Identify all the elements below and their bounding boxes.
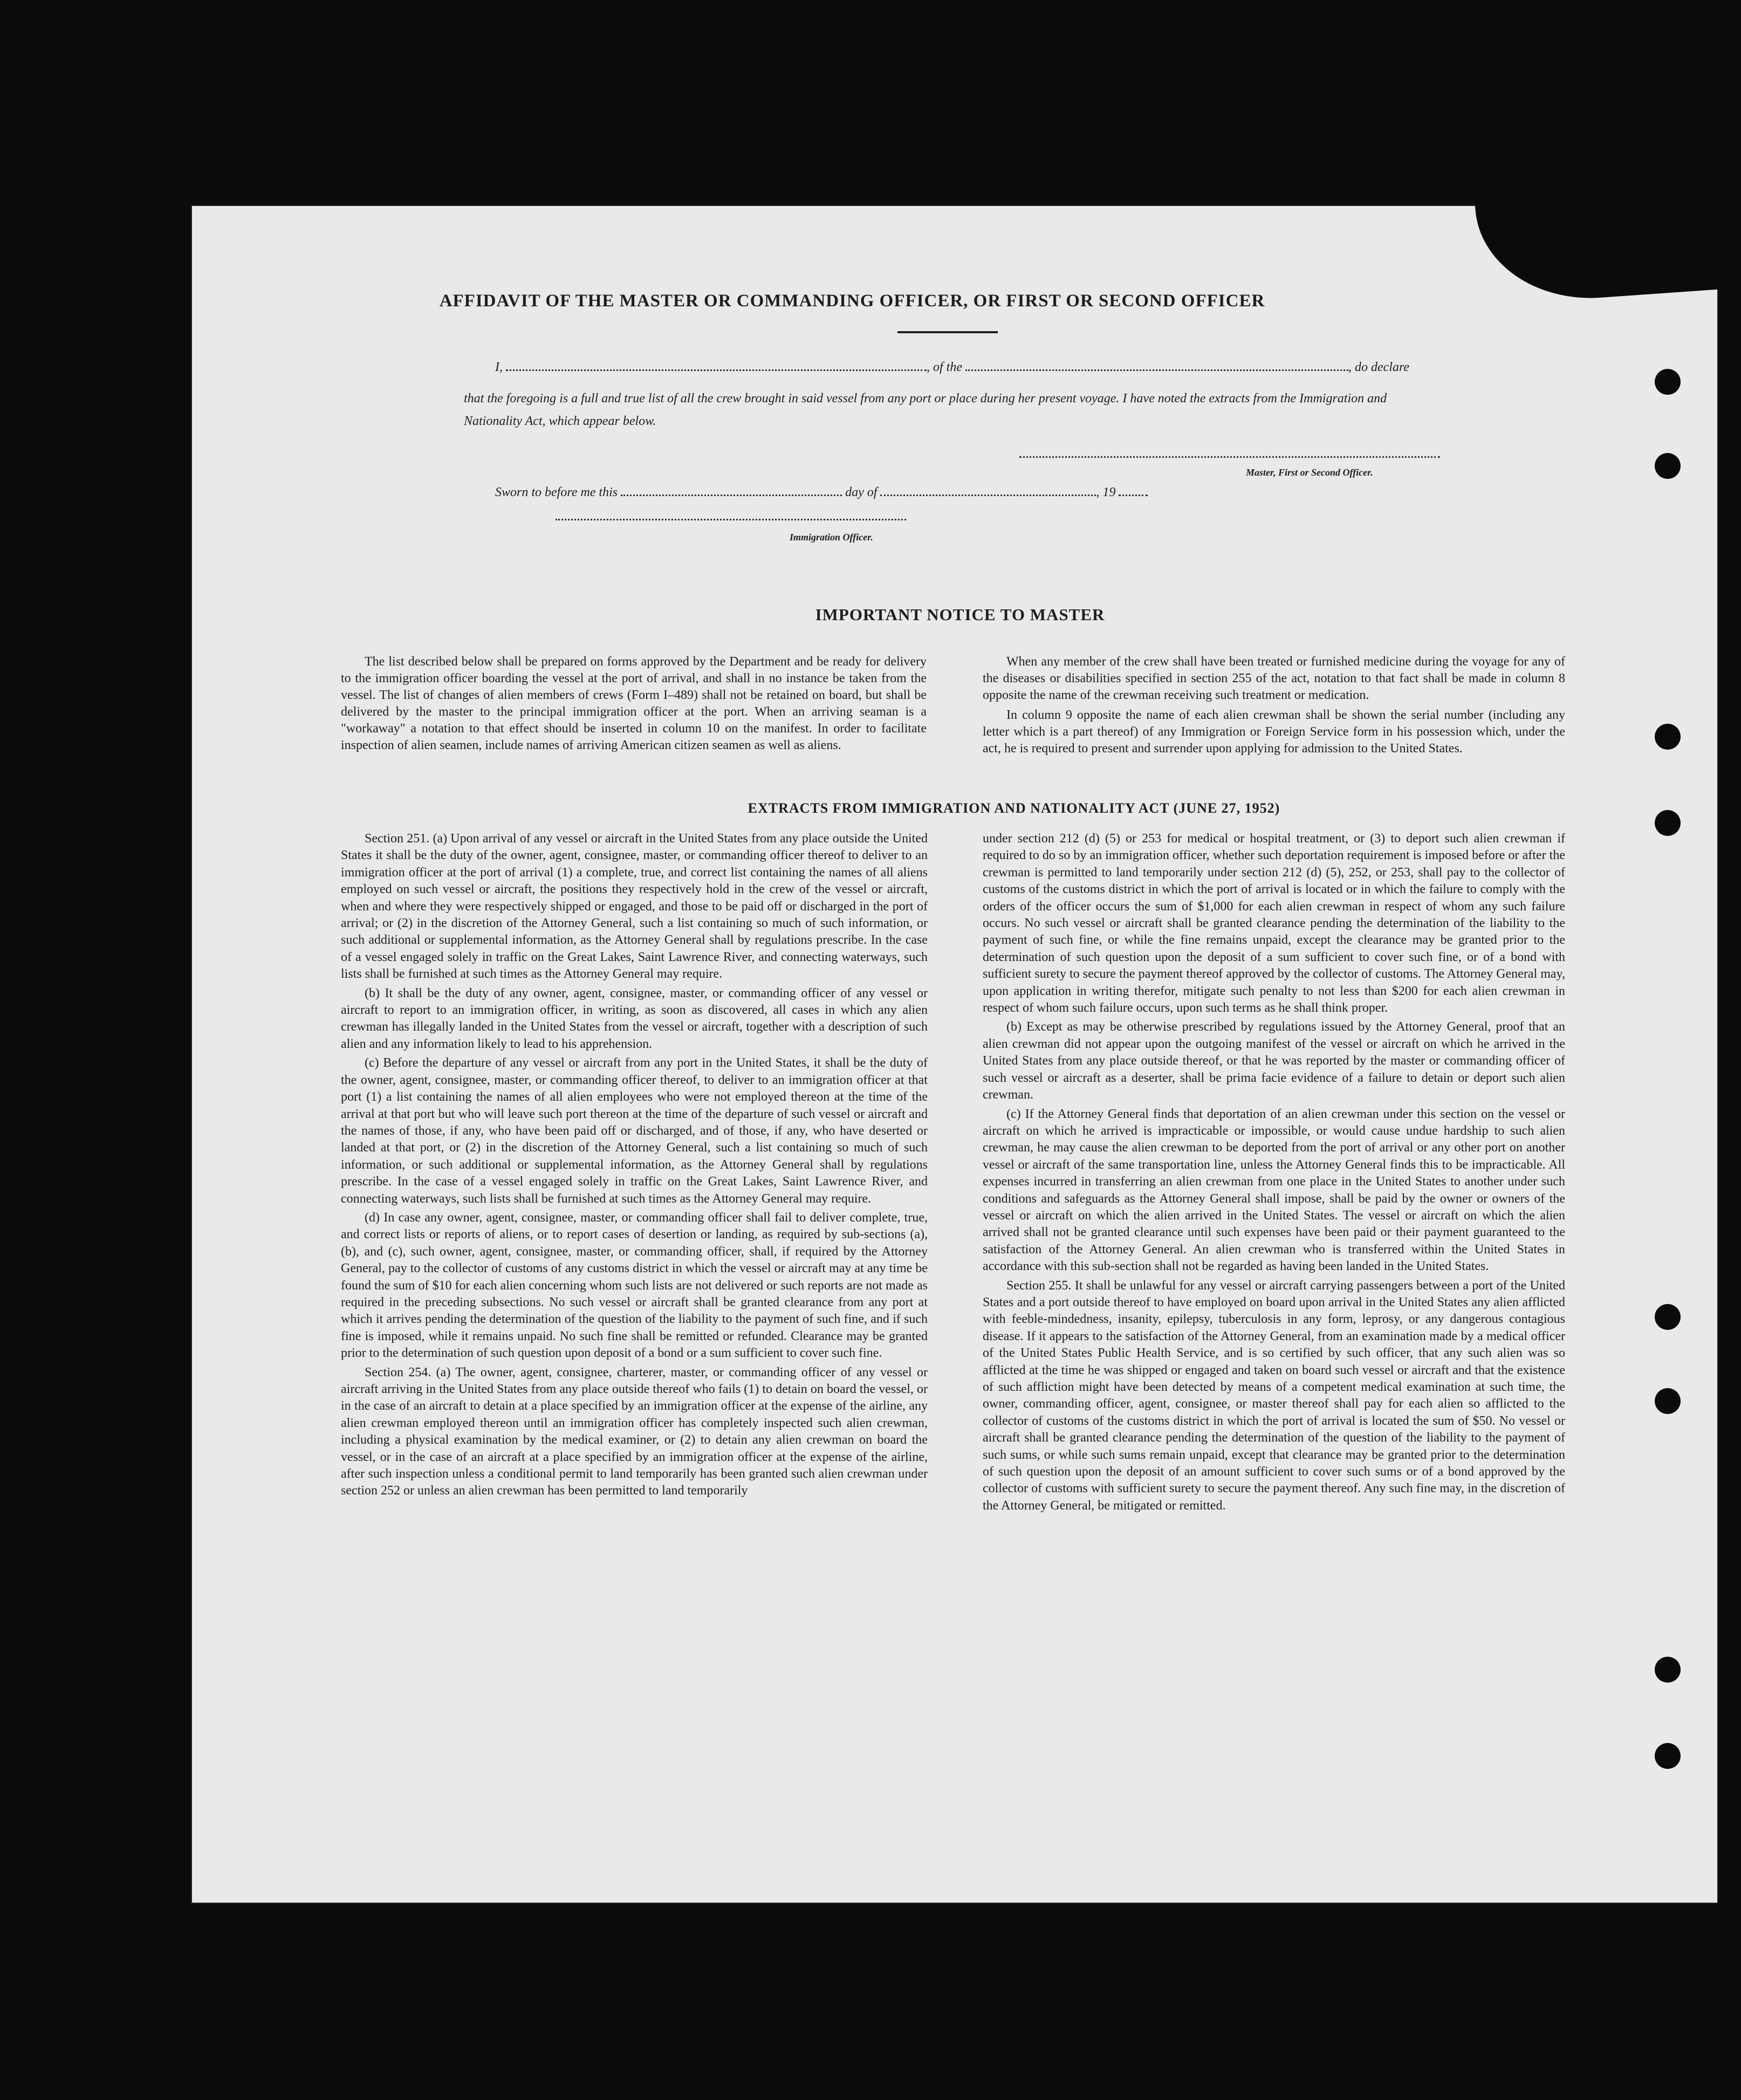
name-field[interactable] bbox=[506, 369, 927, 371]
section-254-a-cont: under section 212 (d) (5) or 253 for medical or hospital treatment, or (3) to deport such alien crewman if required to do so by an immigration officer, whether such deportation requirement is imposed before or after the crewman is permitted to land temporarily under section 212 (d) (5), 252, or 253, shall pay to the collector of customs of the customs district in which the port of arrival is located or in which the failure to comply with the orders of the officer occurs the sum of $1,000 for each alien crewman in respect of whom any such failure occurs. No such vessel or aircraft shall be granted clearance pending the determination of the liability to the payment of such fine, or while the fine remains unpaid, except the clearance may be granted prior to the determination of such question upon the deposit of a sum sufficient to cover such fine, or of a bond with sufficient surety to secure the payment thereof approved by the collector of customs. The Attorney General may, upon application in writing therefor, mitigate such penalty to not less than $200 for each alien crewman in respect of whom such failure occurs, upon such terms as he shall think proper. bbox=[983, 832, 1565, 1015]
notice-title: IMPORTANT NOTICE TO MASTER bbox=[815, 605, 1105, 624]
notice-right-text-2: In column 9 opposite the name of each alien crewman shall be shown the serial number (including any letter which is a part thereof) of any Immigration or Foreign Service form in his possession which, under the act, he is required to present and surrender upon applying for admission to the United States. bbox=[983, 708, 1565, 756]
sworn-line bbox=[495, 485, 1250, 500]
i-label: I, bbox=[495, 360, 503, 374]
of-the-label: , of the bbox=[927, 360, 962, 374]
sworn-day-field[interactable] bbox=[621, 495, 842, 496]
title-rule bbox=[897, 331, 998, 333]
immigration-officer-line[interactable] bbox=[556, 519, 906, 520]
vessel-field[interactable] bbox=[965, 369, 1348, 371]
sworn-month-field[interactable] bbox=[880, 495, 1096, 496]
extracts-right-column bbox=[983, 831, 1565, 1516]
punch-hole bbox=[1655, 724, 1681, 750]
notice-right bbox=[983, 654, 1565, 760]
punch-hole bbox=[1655, 369, 1681, 395]
section-255: Section 255. It shall be unlawful for any vessel or aircraft carrying passengers between a port of the United States and a port outside thereof to have employed on board upon arrival in the United States any alien afflicted with feeble-mindedness, insanity, epilepsy, tuberculosis in any form, leprosy, or any dangerous contagious disease. If it appears to the satisfaction of the Attorney General, from an examination made by a medical officer of the United States Public Health Service, and is so certified by such officer, that any such alien was so afflicted at the time he was shipped or engaged and taken on board such vessel or aircraft and that the existence of such affliction might have been detected by means of a competent medical examination at such time, the owner, commanding officer, agent, consignee, or master thereof shall pay for each alien so afflicted to the collector of customs of the customs district in which the port of arrival is located the sum of $50. No vessel or aircraft shall be granted clearance pending the determination of the question of the liability to the payment of such sums, or while such sums remain unpaid, except that clearance may be granted prior to the determination of such question upon the deposit of an amount sufficient to cover such sums or of a bond approved by the collector of customs with sufficient surety to secure the payment thereof. Any such fine may, in the discretion of the Attorney General, be mitigated or remitted. bbox=[983, 1278, 1565, 1513]
sworn-label: Sworn to before me this bbox=[495, 485, 618, 499]
year-label: , 19 bbox=[1096, 485, 1116, 499]
punch-hole bbox=[1655, 1743, 1681, 1769]
punch-hole bbox=[1655, 1657, 1681, 1683]
notice-left bbox=[341, 654, 927, 757]
master-signature-line[interactable] bbox=[1019, 456, 1440, 458]
punch-hole bbox=[1655, 1304, 1681, 1330]
punch-hole bbox=[1655, 1388, 1681, 1414]
declaration-text: that the foregoing is a full and true list of all the crew brought in said vessel from any port or place during her present voyage. I have noted the extracts from the Immigration and Nationality Act, which appear below. bbox=[464, 392, 1387, 428]
section-254-a: Section 254. (a) The owner, agent, consignee, charterer, master, or commanding officer of any vessel or aircraft arriving in the United States from any place outside thereof who fails (1) to detain on board the vessel, or in the case of an aircraft to detain at a place specified by an immigration officer at the expense of the airline, any alien crewman employed thereon until an immigration officer has completely inspected such alien crewman, including a physical examination by the medical examiner, or (2) to detain any alien crewman on board the vessel, or in the case of an aircraft at a place specified by an immigration officer at the expense of the airline, after such inspection unless a conditional permit to land temporarily has been granted such alien crewman under section 252 or unless an alien crewman has been permitted to land temporarily bbox=[341, 1365, 928, 1498]
section-251-a: Section 251. (a) Upon arrival of any vessel or aircraft in the United States from any place outside the United States it shall be the duty of the owner, agent, consignee, master, or commanding officer thereof to deliver to an immigration officer at the port of arrival (1) a complete, true, and correct list containing the names of all aliens employed on such vessel or aircraft, the positions they respectively hold in the crew of the vessel or aircraft, when and where they were respectively shipped or engaged, and those to be paid off or discharged in the port of arrival; or (2) in the discretion of the Attorney General, such a list containing so much of such information, or such additional or supplemental information, as the Attorney General shall by regulations prescribe. In the case of a vessel engaged solely in traffic on the Great Lakes, Saint Lawrence River, and connecting waterways, such lists shall be furnished at such times as the Attorney General may require. bbox=[341, 832, 928, 982]
affidavit-title: AFFIDAVIT OF THE MASTER OR COMMANDING OFFICER, OR FIRST OR SECOND OFFICER bbox=[439, 291, 1265, 311]
section-254-b: (b) Except as may be otherwise prescribed by regulations issued by the Attorney General, proof that an alien crewman did not appear upon the outgoing manifest of the vessel or aircraft on which he arrived in the United States from any place outside thereof, or that he was reported by the master or commanding officer of such vessel or aircraft as a deserter, shall be prima facie evidence of a failure to detain or deport such alien crewman. bbox=[983, 1020, 1565, 1102]
section-251-c: (c) Before the departure of any vessel or aircraft from any port in the United States, it shall be the duty of the owner, agent, consignee, master, or commanding officer thereof, to deliver to an immigration officer at that port (1) a list containing the names of all alien employees who were not employed thereon at the time of the arrival at that port but who will leave such port thereon at the time of the departure of such vessel or aircraft and the names of those, if any, who have been paid off or discharged, and of those, if any, who have deserted or landed at that port, or (2) in the discretion of the Attorney General, such a list containing so much of such information, or such additional or supplemental information, as the Attorney General shall by regulations prescribe. In the case of a vessel engaged solely in traffic on the Great Lakes, Saint Lawrence River, and connecting waterways, such lists shall be furnished at such times as the Attorney General may require. bbox=[341, 1056, 928, 1206]
master-signature-caption: Master, First or Second Officer. bbox=[1246, 467, 1373, 478]
extracts-left-column bbox=[341, 831, 928, 1502]
section-251-b: (b) It shall be the duty of any owner, agent, consignee, master, or commanding officer of any vessel or aircraft to report to an immigration officer, in writing, as soon as discovered, all cases in which any alien crewman has illegally landed in the United States from the vessel or aircraft, together with a description of such alien and any information likely to lead to his apprehension. bbox=[341, 986, 928, 1051]
affidavit-declare-line bbox=[495, 360, 1439, 375]
section-254-c: (c) If the Attorney General finds that deportation of an alien crewman under this section on the vessel or aircraft on which he arrived is impracticable or impossible, or would cause undue hardship to such alien crewman, he may cause the alien crewman to be deported from the port of arrival or any other port on another vessel or aircraft of the same transportation line, unless the Attorney General finds this to be impracticable. All expenses incurred in transferring an alien crewman from one place in the United States to another under such conditions and safeguards as the Attorney General shall impose, shall be paid by the owner or owners of the vessel or aircraft on which the alien arrived in the United States. The vessel or aircraft on which the alien arrived shall not be granted clearance until such expenses have been paid or their payment guaranteed to the satisfaction of the Attorney General. An alien crewman who is transferred within the United States in accordance with this sub-section shall not be regarded as having been landed in the United States. bbox=[983, 1107, 1565, 1274]
punch-hole bbox=[1655, 810, 1681, 836]
notice-right-text-1: When any member of the crew shall have been treated or furnished medicine during the voyage for any of the diseases or disabilities specified in section 255 of the act, notation to that fact shall be made in column 8 opposite the name of the crewman receiving such treatment or medication. bbox=[983, 655, 1565, 702]
day-of-label: day of bbox=[845, 485, 878, 499]
notice-left-text: The list described below shall be prepared on forms approved by the Department and be ready for delivery to the immigration officer boarding the vessel at the port of arrival, and shall in no instance be taken from the vessel. The list of changes of alien members of crews (Form I–489) shall not be retained on board, but shall be delivered by the master to the principal immigration officer at the port. When an arriving seaman is a "workaway" a notation to that effect should be inserted in column 10 on the manifest. In order to facilitate inspection of alien seamen, include names of arriving American citizen seamen as well as aliens. bbox=[341, 655, 927, 752]
sworn-year-field[interactable] bbox=[1119, 495, 1148, 496]
do-declare-label: , do declare bbox=[1348, 360, 1410, 374]
section-251-d: (d) In case any owner, agent, consignee, master, or commanding officer shall fail to deliver complete, true, and correct lists or reports of aliens, or to report cases of desertion or landing, as required by sub-sections (a), (b), and (c), such owner, agent, consignee, master, or commanding officer, shall, if required by the Attorney General, pay to the collector of customs of any customs district in which the vessel or aircraft may at any time be found the sum of $10 for each alien concerning whom such lists are not delivered or such reports are not made as required in the preceding subsections. No such vessel or aircraft shall be granted clearance from any port at which it arrives pending the determination of the question of the liability to the payment of such fine, and if such fine is imposed, while it remains unpaid. No such fine shall be remitted or refunded. Clearance may be granted prior to the determination of such question upon deposit of a bond or a sum sufficient to cover such fine. bbox=[341, 1210, 928, 1361]
extracts-title: EXTRACTS FROM IMMIGRATION AND NATIONALITY ACT (JUNE 27, 1952) bbox=[748, 800, 1280, 816]
punch-hole bbox=[1655, 453, 1681, 479]
immigration-officer-caption: Immigration Officer. bbox=[790, 532, 873, 543]
